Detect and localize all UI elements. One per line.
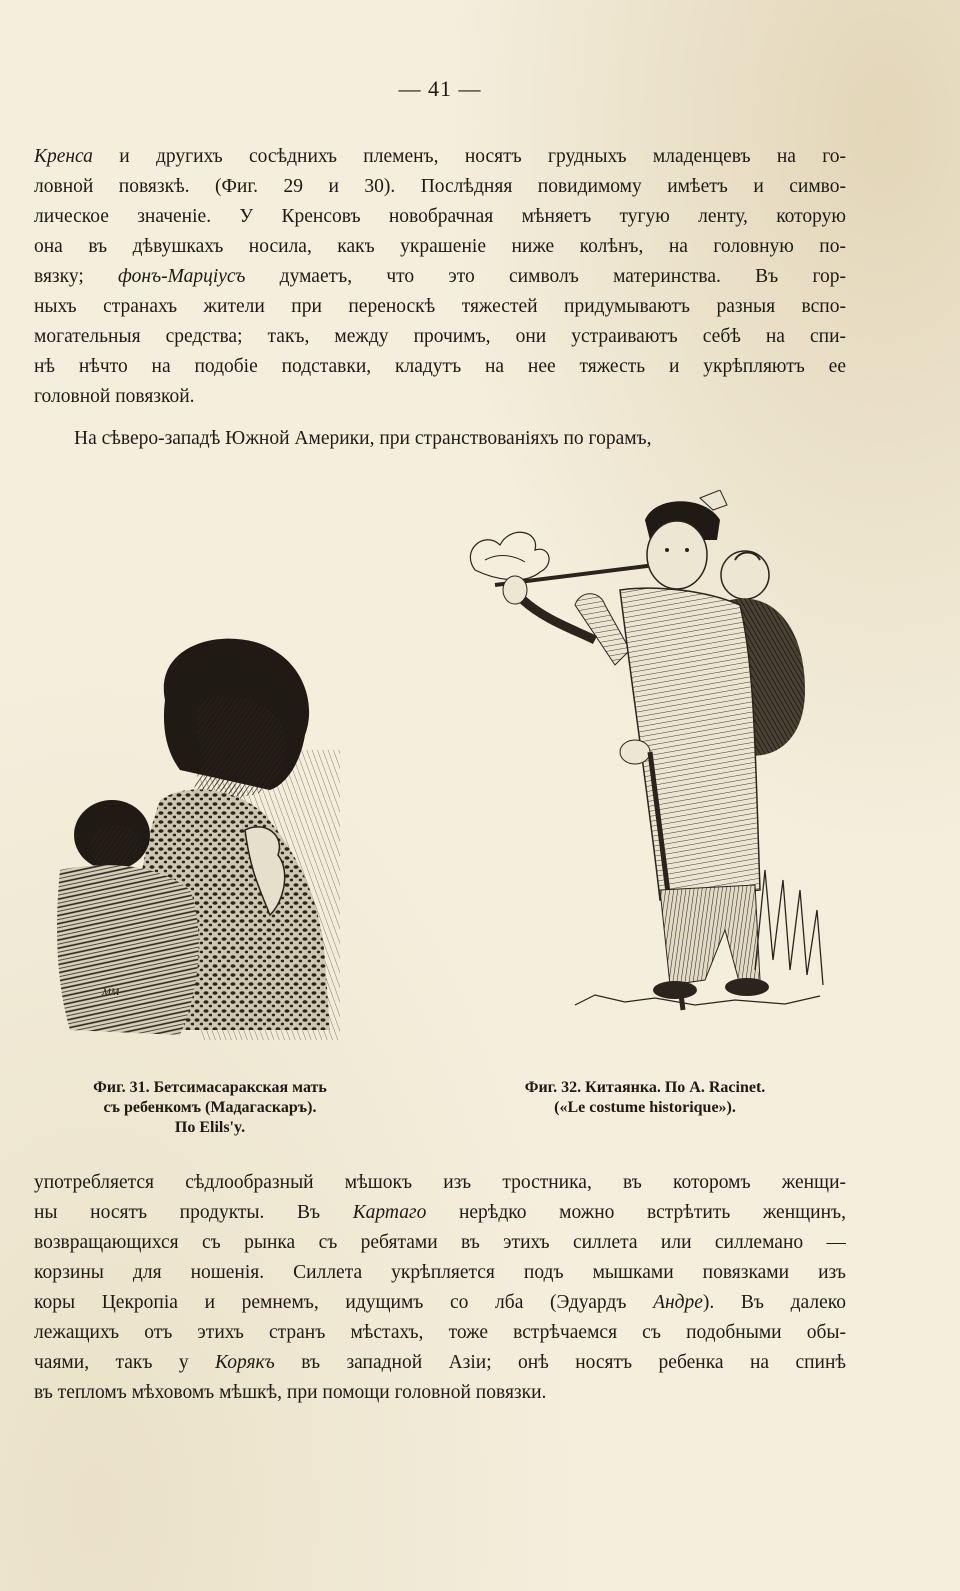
- text-line: [34, 1348, 846, 1378]
- text-line: [34, 172, 846, 202]
- text-run: думаетъ, что это символъ материнства. Въ гор-: [245, 266, 846, 287]
- text-line: [34, 262, 846, 292]
- text-run: коры Цекропіа и ремнемъ, идущимъ со лба (Эдуардъ: [34, 1292, 654, 1313]
- italic-name: Андре: [653, 1292, 703, 1313]
- figure-31-illustration: [50, 630, 340, 1040]
- figure-31-caption: [40, 1078, 380, 1138]
- text-run: лежащихъ отъ этихъ странъ мѣстахъ, тоже встрѣчаемся съ подобными обы-: [34, 1322, 846, 1343]
- paragraph-continuation: [34, 424, 846, 454]
- caption-line: («Le costume historique»).: [554, 1099, 736, 1116]
- text-line: [34, 142, 846, 172]
- text-run: ). Въ далеко: [702, 1292, 846, 1313]
- text-run: въ западной Азіи; онѣ носятъ ребенка на спинѣ: [274, 1352, 846, 1373]
- caption-line: съ ребенкомъ (Мадагаскаръ).: [103, 1099, 317, 1116]
- text-line: [34, 1288, 846, 1318]
- caption-line: По Elils'y.: [174, 1119, 246, 1136]
- text-line: [34, 232, 846, 262]
- caption-line: Фиг. 32. Китаянка. По A. Racinet.: [524, 1079, 766, 1096]
- figure-32-caption: [455, 1078, 835, 1118]
- svg-text:ᴍᴍ: ᴍᴍ: [102, 984, 119, 999]
- text-line: [34, 1318, 846, 1348]
- paragraph-bottom: [34, 1168, 846, 1408]
- text-line: [34, 1168, 846, 1198]
- text-run: корзины для ношенія. Силлета укрѣпляется подъ мышками повязками изъ: [34, 1262, 846, 1283]
- text-run: чаями, такъ у: [34, 1352, 216, 1373]
- page-number: — 41 —: [398, 76, 482, 101]
- paragraph-top: [34, 142, 846, 412]
- text-run: она въ дѣвушкахъ носила, какъ украшеніе ниже колѣнъ, на головную по-: [34, 236, 846, 257]
- text-line: [34, 1378, 846, 1408]
- text-run: вязку;: [34, 266, 118, 287]
- text-line: [34, 352, 846, 382]
- italic-name: Картаго: [352, 1202, 427, 1223]
- italic-name: Корякъ: [215, 1352, 275, 1373]
- text-line: [34, 382, 846, 412]
- text-run: На сѣверо-западѣ Южной Америки, при странствованіяхъ по горамъ,: [74, 428, 652, 449]
- text-line: [34, 1258, 846, 1288]
- text-run: ныхъ странахъ жители при переноскѣ тяжестей придумываютъ разныя вспо-: [34, 296, 846, 317]
- text-line: [34, 424, 846, 454]
- text-run: нѣ нѣчто на подобіе подставки, кладутъ на нее тяжесть и укрѣпляютъ ее: [34, 356, 846, 377]
- text-run: ны носятъ продукты. Въ: [34, 1202, 353, 1223]
- text-run: въ тепломъ мѣховомъ мѣшкѣ, при помощи головной повязки.: [34, 1382, 547, 1403]
- text-run: головной повязкой.: [34, 386, 195, 407]
- text-run: возвращающихся съ рынка съ ребятами въ этихъ силлета или силлемано —: [34, 1232, 846, 1253]
- italic-name: Кренса: [34, 146, 93, 167]
- text-line: [34, 1198, 846, 1228]
- text-run: и другихъ сосѣднихъ племенъ, носятъ грудныхъ младенцевъ на го-: [92, 146, 846, 167]
- text-line: [34, 292, 846, 322]
- text-run: лическое значеніе. У Кренсовъ новобрачная мѣняетъ тугую ленту, которую: [34, 206, 846, 227]
- text-run: ловной повязкѣ. (Фиг. 29 и 30). Послѣдняя повидимому имѣетъ и симво-: [34, 176, 846, 197]
- text-line: [34, 202, 846, 232]
- text-run: употребляется сѣдлообразный мѣшокъ изъ тростника, въ которомъ женщи-: [34, 1172, 846, 1193]
- italic-name: фонъ-Марціусъ: [117, 266, 246, 287]
- text-run: нерѣдко можно встрѣтить женщинъ,: [426, 1202, 846, 1223]
- text-run: могательныя средства; такъ, между прочимъ, они устраиваютъ себѣ на спи-: [34, 326, 846, 347]
- text-line: [34, 1228, 846, 1258]
- figure-32-illustration: [455, 490, 825, 1020]
- text-line: [34, 322, 846, 352]
- caption-line: Фиг. 31. Бетсимасаракская мать: [93, 1079, 327, 1096]
